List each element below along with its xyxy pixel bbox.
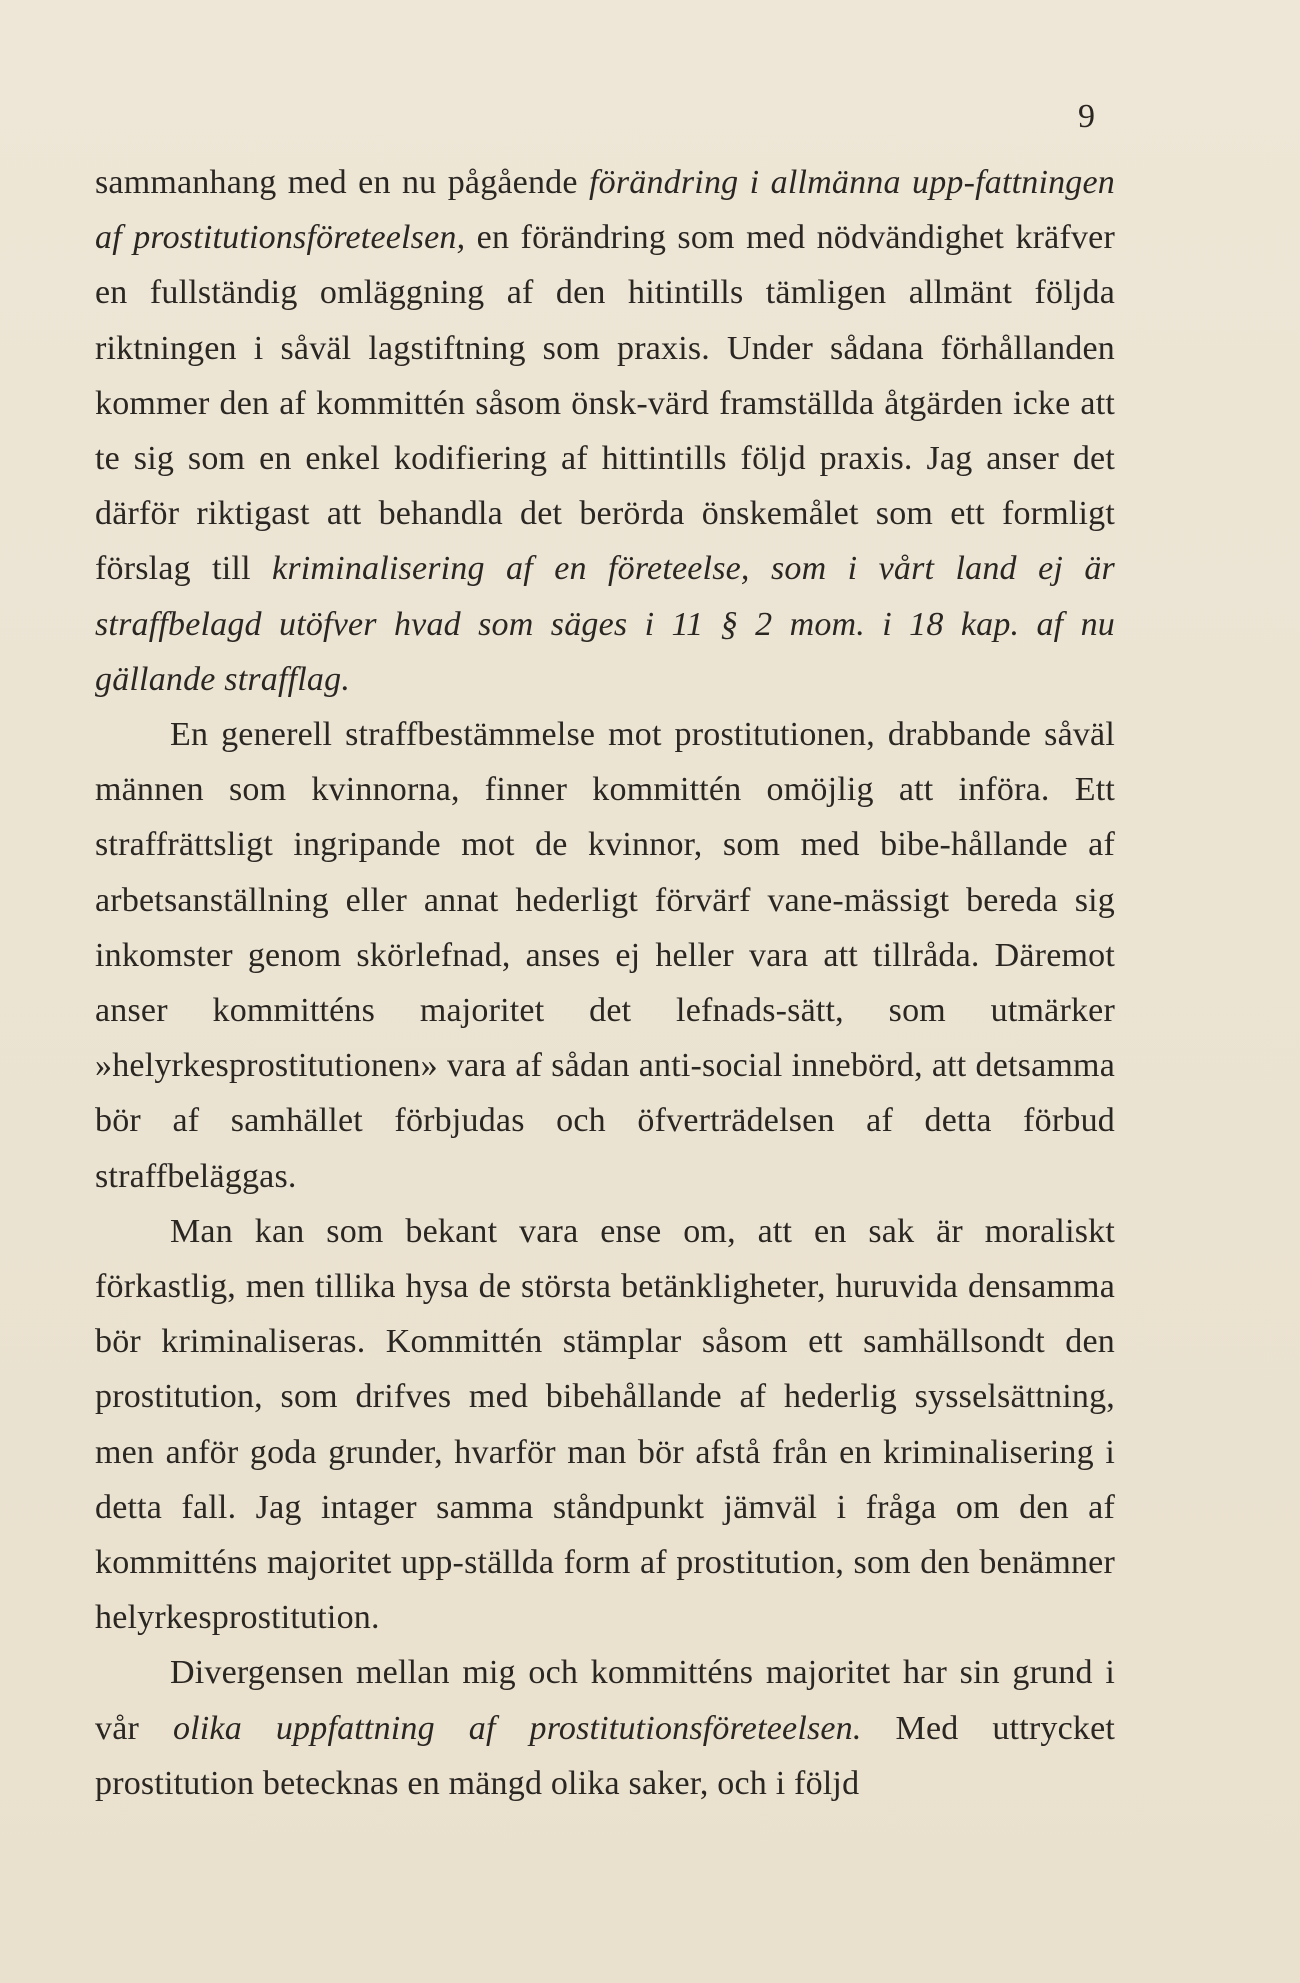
paragraph-4-run-2: Med uttrycket prostitution betecknas en mängd olika saker, och i följd bbox=[95, 1709, 1116, 1802]
paragraph-1-italic-run-2: kriminalisering af en företeelse, som i vårt land ej är straffbelagd utöfver hvad som säges i 11 § 2 mom. i 18 kap. af nu gällande strafflag. bbox=[95, 550, 1115, 698]
paragraph-4-italic-run-1: olika uppfattning af prostitutionsföreteelsen. bbox=[172, 1709, 862, 1747]
paragraph-1 bbox=[95, 155, 1115, 707]
paragraph-1-run-1: sammanhang med en nu pågående bbox=[95, 164, 589, 201]
page-number: 9 bbox=[1078, 98, 1095, 135]
paragraph-2-run-1: En generell straffbestämmelse mot prostitutionen, drabbande såväl männen som kvinnorna, finner kommittén omöjlig att införa. Ett straffrättsligt ingripande mot de kvinnor, som med bibe-hållande af arbetsanställning eller annat hederligt förvärf vane-mässigt bereda sig inkomster genom skörlefnad, anses ej heller vara att tillråda. Däremot anser kommitténs majoritet det lefnads-sätt, som utmärker »helyrkesprostitutionen» vara af sådan anti-social innebörd, att detsamma bör af samhället förbjudas och öfverträdelsen af detta förbud straffbeläggas. bbox=[95, 716, 1115, 1195]
paragraph-3-run-1: Man kan som bekant vara ense om, att en sak är moraliskt förkastlig, men tillika hysa de största betänkligheter, huruvida densamma bör kriminaliseras. Kommittén stämplar såsom ett samhällsondt den prostitution, som drifves med bibehållande af hederlig sysselsättning, men anför goda grunder, hvarför man bör afstå från en kriminalisering i detta fall. Jag intager samma ståndpunkt jämväl i fråga om den af kommitténs majoritet upp-ställda form af prostitution, som den benämner helyrkesprostitution. bbox=[95, 1212, 1115, 1637]
body-text bbox=[95, 155, 1115, 1811]
paragraph-3 bbox=[95, 1204, 1115, 1646]
paragraph-1-run-2: en förändring som med nödvändighet kräfver en fullständig omläggning af den hitintills tämligen allmänt följda riktningen i såväl lagstiftning som praxis. Under sådana förhållanden kommer den af kommittén såsom önsk-värd framställda åtgärden icke att te sig som en enkel kodifiering af hittintills följd praxis. Jag anser det därför riktigast att behandla det berörda önskemålet som ett formligt förslag till bbox=[95, 219, 1115, 588]
paragraph-1-italic-run-1: förändring i allmänna upp-fattningen af prostitutionsföreteelsen, bbox=[95, 164, 1115, 257]
paragraph-2 bbox=[95, 707, 1115, 1204]
paragraph-4 bbox=[95, 1645, 1115, 1811]
paragraph-4-run-1: Divergensen mellan mig och kommitténs majoritet har sin grund i vår bbox=[95, 1654, 1115, 1747]
